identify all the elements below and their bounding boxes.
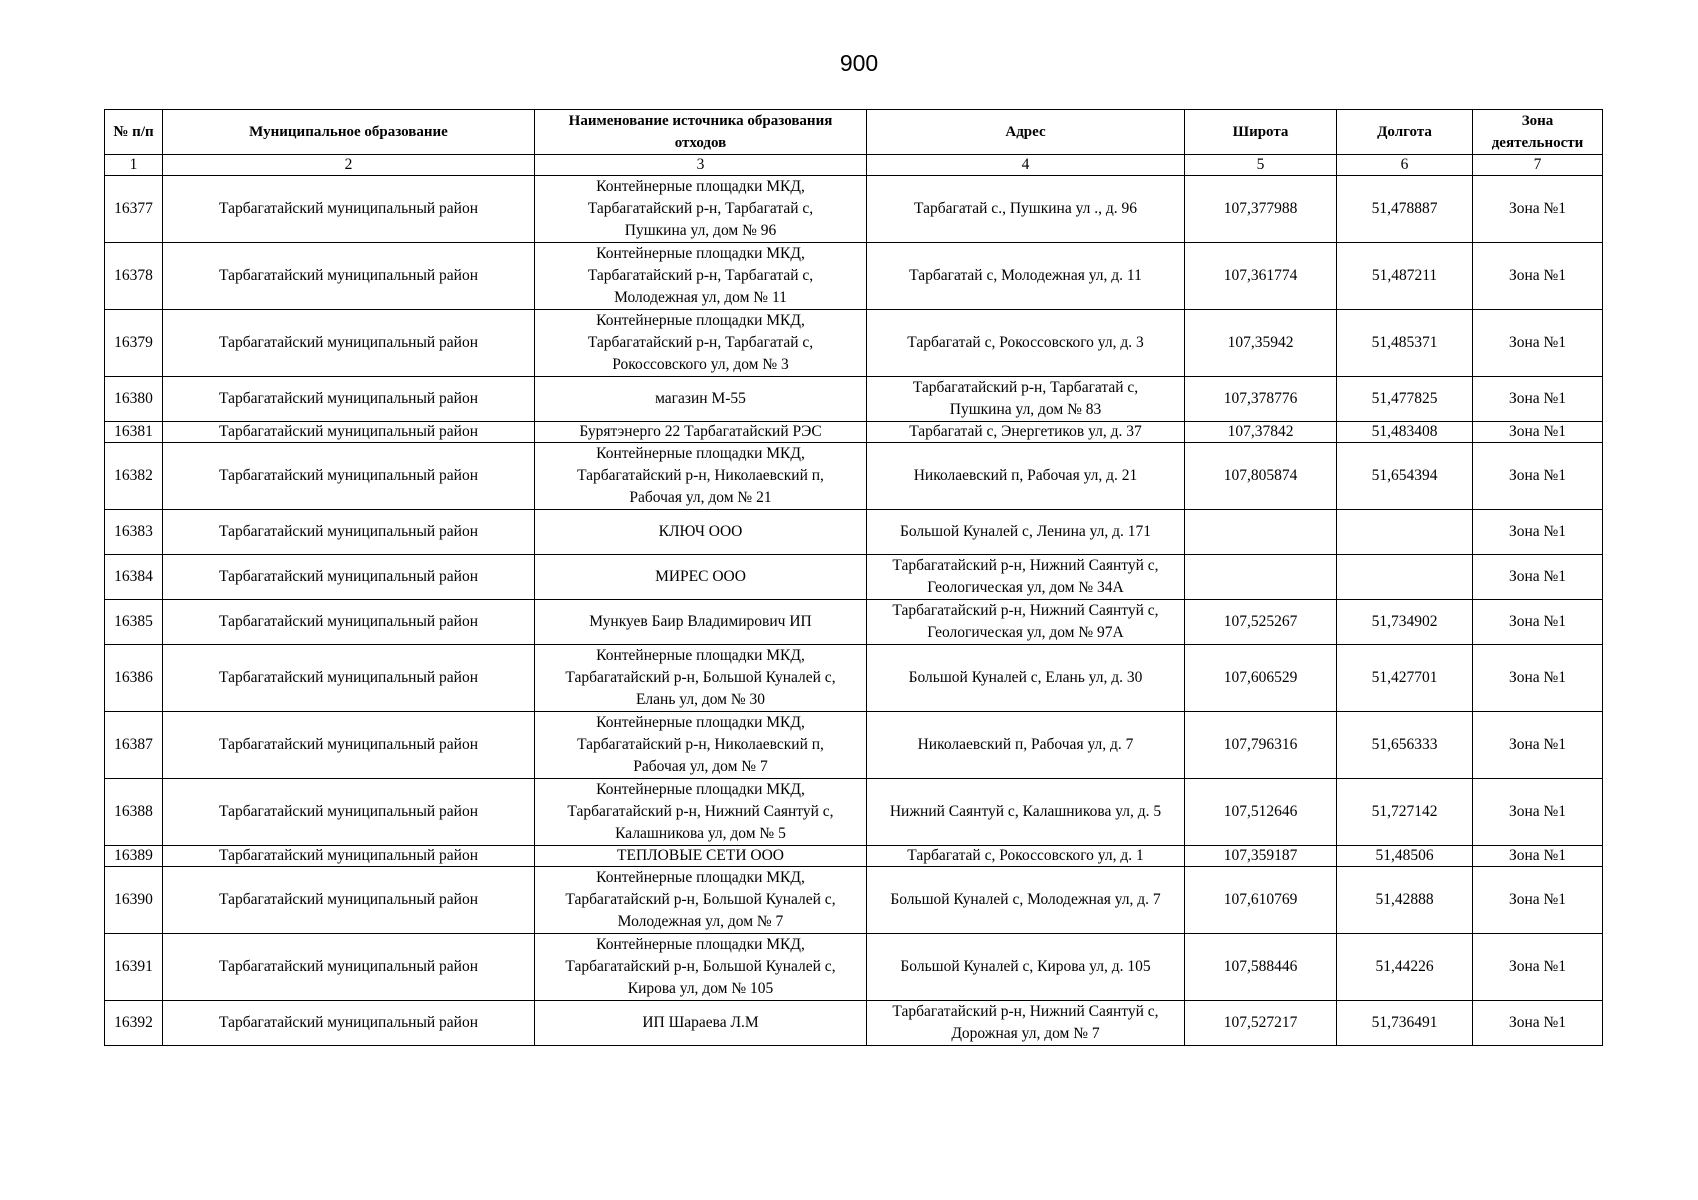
row-number-cell: 16378 [105,243,163,310]
source-cell-line: Контейнерные площадки МКД, [596,647,805,664]
latitude-cell: 107,35942 [1185,310,1337,377]
municipality-cell: Тарбагатайский муниципальный район [163,600,535,645]
address-cell [867,846,1185,867]
source-cell-line: Контейнерные площадки МКД, [596,178,805,195]
source-cell-line: Рабочая ул, дом № 21 [629,489,772,506]
latitude-cell: 107,525267 [1185,600,1337,645]
row-number-cell: 16390 [105,867,163,934]
longitude-cell: 51,483408 [1337,422,1473,443]
source-cell-line: Кирова ул, дом № 105 [627,980,774,997]
table-row [105,555,1603,600]
table-row [105,645,1603,712]
address-cell [867,712,1185,779]
longitude-cell: 51,727142 [1337,779,1473,846]
address-cell [867,934,1185,1001]
source-cell [535,510,867,555]
source-cell-line: Тарбагатайский р-н, Нижний Саянтуй с, [567,803,834,820]
source-cell-line: Контейнерные площадки МКД, [596,936,805,953]
zone-cell: Зона №1 [1473,443,1603,510]
address-cell-line: Тарбагатай с, Энергетиков ул, д. 37 [909,423,1142,440]
latitude-cell: 107,527217 [1185,1001,1337,1046]
source-cell-line: Тарбагатайский р-н, Николаевский п, [577,467,824,484]
table-row [105,846,1603,867]
source-cell-line: Мункуев Баир Владимирович ИП [589,613,812,630]
address-cell-line: Тарбагатайский р-н, Тарбагатай с, [912,379,1139,396]
header-address: Адрес [867,110,1185,155]
row-number-cell: 16381 [105,422,163,443]
address-cell-line: Тарбагатай с, Рокоссовского ул, д. 3 [907,334,1144,351]
source-cell-line: Бурятэнерго 22 Тарбагатайский РЭС [579,423,822,440]
header-zone-line: Зона [1521,113,1554,129]
table-row [105,1001,1603,1046]
source-cell [535,645,867,712]
longitude-cell [1337,555,1473,600]
page-number: 900 [839,50,879,76]
municipality-cell: Тарбагатайский муниципальный район [163,510,535,555]
header-municipality: Муниципальное образование [163,110,535,155]
address-cell [867,779,1185,846]
address-cell [867,310,1185,377]
row-number-cell: 16389 [105,846,163,867]
column-number: 2 [163,155,535,176]
source-cell-line: КЛЮЧ ООО [658,523,743,540]
address-cell [867,243,1185,310]
source-cell-line: Молодежная ул, дом № 11 [614,289,787,306]
municipality-cell: Тарбагатайский муниципальный район [163,867,535,934]
row-number-cell: 16377 [105,176,163,243]
source-cell-line: Калашникова ул, дом № 5 [615,825,786,842]
municipality-cell: Тарбагатайский муниципальный район [163,712,535,779]
row-number-cell: 16387 [105,712,163,779]
row-number-cell: 16384 [105,555,163,600]
source-cell-line: Тарбагатайский р-н, Большой Куналей с, [565,891,836,908]
table-row [105,243,1603,310]
address-cell [867,176,1185,243]
table-row [105,422,1603,443]
latitude-cell: 107,588446 [1185,934,1337,1001]
column-number: 3 [535,155,867,176]
source-cell-line: Контейнерные площадки МКД, [596,714,805,731]
municipality-cell: Тарбагатайский муниципальный район [163,645,535,712]
column-number: 6 [1337,155,1473,176]
source-cell [535,377,867,422]
address-cell-line: Пушкина ул, дом № 83 [949,401,1102,418]
address-cell-line: Тарбагатайский р-н, Нижний Саянтуй с, [892,1003,1159,1020]
municipality-cell: Тарбагатайский муниципальный район [163,310,535,377]
row-number-cell: 16382 [105,443,163,510]
zone-cell: Зона №1 [1473,934,1603,1001]
source-cell [535,176,867,243]
address-cell [867,1001,1185,1046]
address-cell-line: Тарбагатайский р-н, Нижний Саянтуй с, [892,602,1159,619]
municipality-cell: Тарбагатайский муниципальный район [163,443,535,510]
latitude-cell: 107,796316 [1185,712,1337,779]
source-cell-line: Контейнерные площадки МКД, [596,445,805,462]
municipality-cell: Тарбагатайский муниципальный район [163,934,535,1001]
latitude-cell: 107,606529 [1185,645,1337,712]
latitude-cell: 107,512646 [1185,779,1337,846]
source-cell [535,443,867,510]
waste-sources-table [104,109,1603,1046]
source-cell-line: Контейнерные площадки МКД, [596,245,805,262]
municipality-cell: Тарбагатайский муниципальный район [163,1001,535,1046]
longitude-cell: 51,427701 [1337,645,1473,712]
row-number-cell: 16379 [105,310,163,377]
longitude-cell: 51,48506 [1337,846,1473,867]
zone-cell: Зона №1 [1473,779,1603,846]
address-cell-line: Тарбагатай с, Молодежная ул, д. 11 [909,267,1142,284]
address-cell [867,645,1185,712]
address-cell [867,555,1185,600]
source-cell [535,867,867,934]
source-cell-line: Тарбагатайский р-н, Тарбагатай с, [587,200,814,217]
zone-cell: Зона №1 [1473,867,1603,934]
source-cell [535,779,867,846]
source-cell-line: МИРЕС ООО [655,568,746,585]
address-cell-line: Большой Куналей с, Елань ул, д. 30 [908,669,1143,686]
latitude-cell: 107,359187 [1185,846,1337,867]
column-number: 5 [1185,155,1337,176]
source-cell [535,600,867,645]
source-cell-line: ТЕПЛОВЫЕ СЕТИ ООО [617,847,784,864]
table-row [105,377,1603,422]
row-number-cell: 16391 [105,934,163,1001]
header-row [105,110,1603,155]
row-number-cell: 16386 [105,645,163,712]
address-cell-line: Тарбагатайский р-н, Нижний Саянтуй с, [892,557,1159,574]
zone-cell: Зона №1 [1473,377,1603,422]
row-number-cell: 16383 [105,510,163,555]
source-cell [535,243,867,310]
source-cell-line: Контейнерные площадки МКД, [596,312,805,329]
source-cell-line: Тарбагатайский р-н, Николаевский п, [577,736,824,753]
row-number-cell: 16385 [105,600,163,645]
latitude-cell: 107,805874 [1185,443,1337,510]
longitude-cell: 51,654394 [1337,443,1473,510]
header-zone [1473,110,1603,155]
municipality-cell: Тарбагатайский муниципальный район [163,176,535,243]
municipality-cell: Тарбагатайский муниципальный район [163,555,535,600]
address-cell-line: Геологическая ул, дом № 97А [927,624,1124,641]
source-cell-line: Контейнерные площадки МКД, [596,781,805,798]
table-row [105,310,1603,377]
longitude-cell: 51,477825 [1337,377,1473,422]
source-cell [535,422,867,443]
zone-cell: Зона №1 [1473,645,1603,712]
address-cell-line: Николаевский п, Рабочая ул, д. 21 [913,467,1138,484]
latitude-cell [1185,555,1337,600]
source-cell [535,712,867,779]
latitude-cell: 107,361774 [1185,243,1337,310]
zone-cell: Зона №1 [1473,422,1603,443]
zone-cell: Зона №1 [1473,510,1603,555]
address-cell-line: Николаевский п, Рабочая ул, д. 7 [917,736,1134,753]
source-cell-line: магазин М-55 [655,390,746,407]
zone-cell: Зона №1 [1473,1001,1603,1046]
source-cell-line: Тарбагатайский р-н, Большой Куналей с, [565,669,836,686]
address-cell [867,510,1185,555]
longitude-cell: 51,734902 [1337,600,1473,645]
zone-cell: Зона №1 [1473,846,1603,867]
latitude-cell: 107,377988 [1185,176,1337,243]
longitude-cell: 51,44226 [1337,934,1473,1001]
source-cell-line: Тарбагатайский р-н, Тарбагатай с, [587,334,814,351]
latitude-cell: 107,37842 [1185,422,1337,443]
column-number: 1 [105,155,163,176]
longitude-cell: 51,656333 [1337,712,1473,779]
table-row [105,510,1603,555]
header-latitude: Широта [1185,110,1337,155]
column-number: 7 [1473,155,1603,176]
table-row [105,712,1603,779]
longitude-cell: 51,485371 [1337,310,1473,377]
row-number-cell: 16380 [105,377,163,422]
address-cell-line: Дорожная ул, дом № 7 [951,1025,1100,1042]
address-cell [867,377,1185,422]
source-cell [535,555,867,600]
header-zone-line: деятельности [1491,135,1584,151]
column-number-row [105,155,1603,176]
source-cell-line: Рокоссовского ул, дом № 3 [612,356,789,373]
table-row [105,443,1603,510]
source-cell [535,846,867,867]
address-cell-line: Нижний Саянтуй с, Калашникова ул, д. 5 [889,803,1162,820]
address-cell [867,422,1185,443]
latitude-cell: 107,378776 [1185,377,1337,422]
municipality-cell: Тарбагатайский муниципальный район [163,846,535,867]
source-cell-line: ИП Шараева Л.М [642,1014,759,1031]
row-number-cell: 16388 [105,779,163,846]
table-body [105,176,1603,1046]
source-cell-line: Молодежная ул, дом № 7 [617,913,784,930]
source-cell-line: Тарбагатайский р-н, Большой Куналей с, [565,958,836,975]
address-cell-line: Геологическая ул, дом № 34А [927,579,1124,596]
longitude-cell: 51,487211 [1337,243,1473,310]
zone-cell: Зона №1 [1473,243,1603,310]
source-cell [535,934,867,1001]
zone-cell: Зона №1 [1473,555,1603,600]
longitude-cell: 51,736491 [1337,1001,1473,1046]
address-cell-line: Большой Куналей с, Кирова ул, д. 105 [900,958,1151,975]
table-row [105,779,1603,846]
header-source-line: Наименование источника образования [568,113,833,129]
municipality-cell: Тарбагатайский муниципальный район [163,243,535,310]
address-cell-line: Большой Куналей с, Ленина ул, д. 171 [899,523,1152,540]
table-row [105,934,1603,1001]
address-cell-line: Тарбагатай с, Рокоссовского ул, д. 1 [907,847,1144,864]
longitude-cell: 51,42888 [1337,867,1473,934]
source-cell-line: Контейнерные площадки МКД, [596,869,805,886]
zone-cell: Зона №1 [1473,176,1603,243]
address-cell [867,867,1185,934]
latitude-cell [1185,510,1337,555]
source-cell-line: Рабочая ул, дом № 7 [633,758,768,775]
row-number-cell: 16392 [105,1001,163,1046]
latitude-cell: 107,610769 [1185,867,1337,934]
zone-cell: Зона №1 [1473,310,1603,377]
municipality-cell: Тарбагатайский муниципальный район [163,377,535,422]
header-longitude: Долгота [1337,110,1473,155]
header-source-line: отходов [674,135,727,151]
address-cell-line: Большой Куналей с, Молодежная ул, д. 7 [890,891,1161,908]
zone-cell: Зона №1 [1473,712,1603,779]
source-cell-line: Тарбагатайский р-н, Тарбагатай с, [587,267,814,284]
zone-cell: Зона №1 [1473,600,1603,645]
table-row [105,867,1603,934]
source-cell [535,1001,867,1046]
municipality-cell: Тарбагатайский муниципальный район [163,779,535,846]
table-row [105,600,1603,645]
address-cell [867,443,1185,510]
address-cell-line: Тарбагатай с., Пушкина ул ., д. 96 [913,200,1138,217]
address-cell [867,600,1185,645]
header-source [535,110,867,155]
municipality-cell: Тарбагатайский муниципальный район [163,422,535,443]
source-cell-line: Пушкина ул, дом № 96 [624,222,777,239]
longitude-cell: 51,478887 [1337,176,1473,243]
table-row [105,176,1603,243]
source-cell [535,310,867,377]
column-number: 4 [867,155,1185,176]
source-cell-line: Елань ул, дом № 30 [635,691,766,708]
longitude-cell [1337,510,1473,555]
header-row-number: № п/п [105,110,163,155]
